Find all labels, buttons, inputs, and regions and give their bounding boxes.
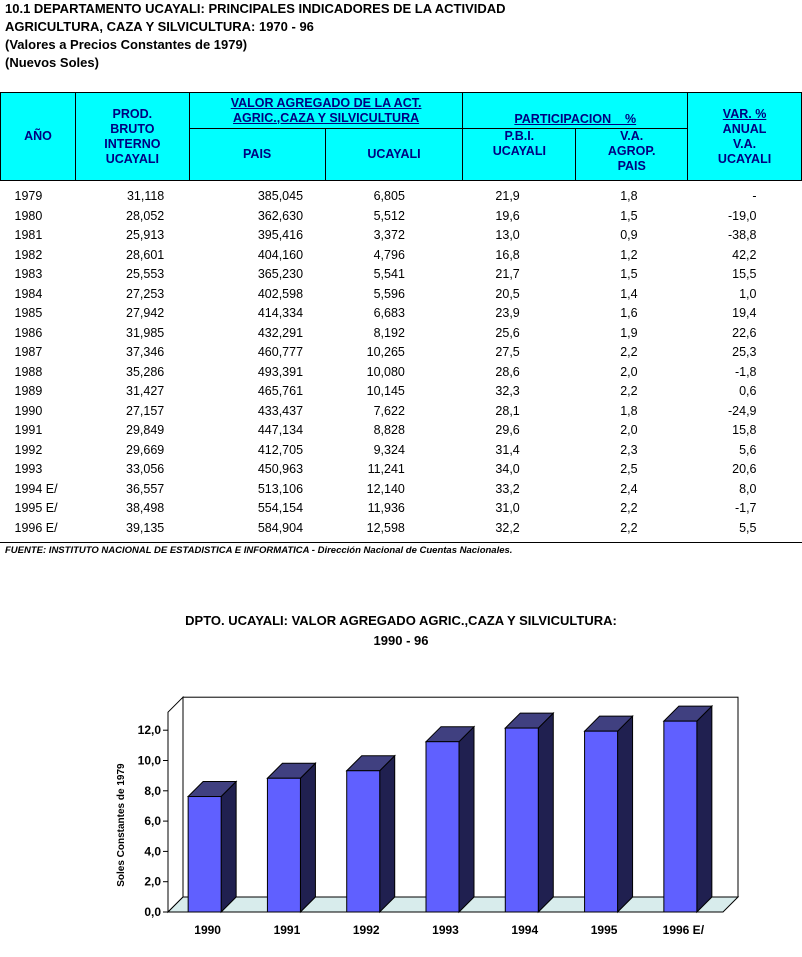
cell-part-va: 1,5	[620, 208, 638, 223]
cell-year: 1995 E/	[14, 501, 58, 515]
cell-va-ucayali: 6,805	[373, 189, 405, 203]
x-tick-label: 1992	[352, 923, 380, 937]
cell-year: 1990	[14, 403, 43, 418]
bar	[267, 778, 300, 912]
cell-pbi: 31,427	[126, 384, 165, 398]
header-line-3: (Valores a Precios Constantes de 1979)	[5, 37, 248, 52]
cell-va-pais: 432,291	[257, 325, 304, 340]
cell-va-ucayali: 10,145	[366, 384, 405, 398]
cell-pbi: 25,553	[126, 267, 165, 281]
cell-va-pais: 513,106	[257, 481, 304, 496]
cell-year: 1985	[14, 306, 43, 320]
cell-part-va: 1,2	[620, 247, 638, 262]
bar-side	[538, 713, 553, 912]
cell-part-va: 0,9	[620, 228, 638, 242]
col-header-part-va-2: AGROP.	[607, 144, 656, 158]
bar	[664, 721, 697, 912]
cell-part-pbi: 31,4	[495, 442, 520, 457]
bar	[347, 771, 380, 912]
header-line-2: AGRICULTURA, CAZA Y SILVICULTURA: 1970 - 96	[5, 19, 314, 34]
cell-part-pbi: 13,0	[495, 228, 520, 242]
cell-var: 5,6	[739, 442, 757, 457]
cell-var: -1,7	[734, 501, 757, 515]
col-header-part-pbi-2: UCAYALI	[492, 144, 546, 158]
col-group-va-2: AGRIC.,CAZA Y SILVICULTURA	[233, 110, 420, 125]
cell-year: 1984	[14, 286, 43, 301]
cell-part-pbi: 25,6	[495, 325, 520, 340]
cell-pbi: 27,157	[126, 403, 165, 418]
cell-pbi: 31,118	[126, 189, 165, 203]
cell-year: 1991	[14, 423, 43, 437]
x-tick-label: 1994	[511, 923, 539, 937]
col-header-part-va-1: V.A.	[620, 129, 644, 143]
col-header-pbi-3: INTERNO	[104, 136, 161, 151]
cell-part-va: 2,0	[620, 364, 638, 379]
cell-var: 5,5	[739, 520, 757, 535]
cell-year: 1983	[14, 267, 43, 281]
cell-va-pais: 402,598	[257, 286, 304, 301]
chart-title-line-1: DPTO. UCAYALI: VALOR AGREGADO AGRIC.,CAZA Y SILVICULTURA:	[185, 613, 617, 628]
header-line-4: (Nuevos Soles)	[5, 55, 99, 70]
header-line-1: 10.1 DEPARTAMENTO UCAYALI: PRINCIPALES INDICADORES DE LA ACTIVIDAD	[5, 1, 506, 16]
bar	[426, 742, 459, 912]
cell-part-pbi: 21,7	[495, 267, 520, 281]
cell-part-pbi: 23,9	[495, 306, 520, 320]
cell-va-ucayali: 5,512	[373, 208, 405, 223]
cell-va-ucayali: 4,796	[373, 247, 405, 262]
cell-var: -	[752, 189, 757, 203]
col-header-part-pbi-1: P.B.I.	[504, 129, 535, 143]
x-tick-label: 1990	[194, 923, 221, 937]
cell-var: -38,8	[728, 228, 757, 242]
bar-side	[697, 706, 712, 912]
col-header-part-va-3: PAIS	[617, 159, 646, 173]
cell-part-va: 1,8	[620, 403, 638, 418]
cell-part-va: 2,0	[620, 423, 638, 437]
bar	[188, 797, 221, 912]
y-tick-label: 8,0	[144, 783, 161, 798]
cell-var: 22,6	[732, 325, 757, 340]
cell-va-pais: 365,230	[257, 267, 304, 281]
cell-var: -19,0	[728, 208, 757, 223]
cell-va-ucayali: 11,936	[367, 501, 405, 515]
y-tick-label: 10,0	[137, 753, 161, 768]
cell-var: 25,3	[732, 345, 757, 359]
cell-va-pais: 385,045	[257, 189, 304, 203]
cell-part-va: 2,2	[620, 501, 638, 515]
cell-pbi: 38,498	[126, 501, 165, 515]
col-header-pbi-2: BRUTO	[110, 121, 155, 136]
cell-part-va: 2,4	[620, 481, 638, 496]
cell-part-pbi: 33,2	[495, 481, 520, 496]
cell-va-ucayali: 12,140	[366, 481, 405, 496]
cell-va-pais: 460,777	[257, 345, 304, 359]
cell-year: 1996 E/	[14, 520, 58, 535]
cell-part-va: 2,2	[620, 345, 638, 359]
x-tick-label: 1993	[432, 923, 459, 937]
chart-title-line-2: 1990 - 96	[373, 633, 429, 648]
cell-pbi: 25,913	[126, 228, 165, 242]
cell-va-pais: 414,334	[257, 306, 304, 320]
cell-part-va: 2,2	[620, 384, 638, 398]
cell-pbi: 28,601	[126, 247, 165, 262]
cell-part-va: 1,4	[620, 286, 638, 301]
cell-part-pbi: 27,5	[495, 345, 520, 359]
source-note: FUENTE: INSTITUTO NACIONAL DE ESTADISTICA E INFORMATICA - Dirección Nacional de Cuentas Nacionales.	[5, 545, 513, 556]
cell-pbi: 35,286	[126, 364, 165, 379]
x-tick-label: 1995	[590, 923, 618, 937]
cell-pbi: 36,557	[126, 481, 165, 496]
cell-var: 20,6	[732, 462, 757, 476]
bar	[505, 728, 538, 912]
cell-pbi: 33,056	[126, 462, 165, 476]
cell-part-pbi: 32,3	[495, 384, 520, 398]
cell-part-pbi: 32,2	[495, 520, 520, 535]
cell-year: 1989	[14, 384, 43, 398]
cell-var: 8,0	[739, 481, 757, 496]
cell-year: 1986	[14, 325, 43, 340]
y-tick-label: 2,0	[144, 874, 161, 889]
cell-va-pais: 412,705	[257, 442, 304, 457]
cell-year: 1980	[14, 208, 43, 223]
cell-part-va: 2,3	[620, 442, 638, 457]
cell-pbi: 29,669	[126, 442, 165, 457]
cell-var: 1,0	[739, 286, 757, 301]
col-header-year: AÑO	[1, 93, 76, 181]
cell-var: 0,6	[739, 384, 757, 398]
cell-var: 15,8	[732, 423, 757, 437]
cell-year: 1994 E/	[14, 481, 58, 496]
col-header-var-3: V.A.	[732, 136, 757, 151]
x-tick-label: 1991	[273, 923, 301, 937]
cell-year: 1979	[14, 189, 43, 203]
cell-va-ucayali: 11,241	[367, 462, 405, 476]
cell-part-va: 1,9	[620, 325, 638, 340]
cell-pbi: 31,985	[126, 325, 165, 340]
cell-part-pbi: 29,6	[495, 423, 520, 437]
cell-va-ucayali: 10,265	[366, 345, 405, 359]
cell-va-pais: 554,154	[257, 501, 304, 515]
col-header-var-4: UCAYALI	[717, 151, 772, 166]
bar-side	[380, 756, 395, 912]
cell-year: 1993	[14, 462, 43, 476]
cell-va-ucayali: 7,622	[373, 403, 405, 418]
col-header-pbi-1: PROD.	[112, 106, 153, 121]
cell-part-pbi: 21,9	[495, 189, 520, 203]
cell-part-va: 1,8	[620, 189, 638, 203]
cell-part-pbi: 34,0	[495, 462, 520, 476]
cell-va-ucayali: 5,541	[373, 267, 405, 281]
y-tick-label: 6,0	[144, 814, 161, 829]
cell-var: 19,4	[732, 306, 757, 320]
y-tick-label: 0,0	[144, 905, 161, 919]
cell-part-va: 1,6	[620, 306, 638, 320]
cell-var: -1,8	[734, 364, 757, 379]
bar-side	[300, 763, 315, 912]
cell-pbi: 28,052	[126, 208, 165, 223]
cell-va-ucayali: 8,192	[373, 325, 405, 340]
cell-pbi: 39,135	[126, 520, 165, 535]
bar-side	[459, 727, 474, 912]
cell-va-ucayali: 12,598	[366, 520, 405, 535]
cell-year: 1981	[14, 228, 43, 242]
cell-va-ucayali: 3,372	[373, 228, 405, 242]
cell-year: 1992	[14, 442, 43, 457]
cell-va-ucayali: 5,596	[373, 286, 405, 301]
cell-part-va: 2,5	[620, 462, 638, 476]
cell-va-ucayali: 6,683	[373, 306, 405, 320]
chart-side-wall	[168, 697, 183, 912]
cell-part-pbi: 28,6	[495, 364, 520, 379]
col-header-va-pais: PAIS	[189, 129, 325, 181]
cell-va-pais: 584,904	[257, 520, 304, 535]
cell-var: -24,9	[728, 403, 757, 418]
cell-part-va: 2,2	[620, 520, 638, 535]
cell-year: 1987	[14, 345, 43, 359]
cell-va-pais: 433,437	[257, 403, 304, 418]
cell-part-pbi: 16,8	[495, 247, 520, 262]
cell-va-pais: 450,963	[257, 462, 304, 476]
cell-part-pbi: 31,0	[495, 501, 520, 515]
col-header-var-1: VAR. %	[722, 106, 767, 121]
cell-part-va: 1,5	[620, 267, 638, 281]
bar-side	[618, 716, 633, 912]
cell-part-pbi: 19,6	[495, 208, 520, 223]
cell-va-pais: 362,630	[257, 208, 304, 223]
cell-year: 1982	[14, 247, 43, 262]
col-header-var-2: ANUAL	[722, 121, 767, 136]
cell-part-pbi: 20,5	[495, 286, 520, 301]
cell-pbi: 27,942	[126, 306, 165, 320]
cell-va-ucayali: 8,828	[373, 423, 405, 437]
cell-pbi: 27,253	[126, 286, 165, 301]
col-group-participacion: PARTICIPACION %	[463, 93, 688, 129]
cell-part-pbi: 28,1	[495, 403, 520, 418]
x-tick-label: 1996 E/	[662, 923, 705, 937]
cell-va-pais: 447,134	[257, 423, 304, 437]
col-header-va-ucayali: UCAYALI	[325, 129, 463, 181]
cell-va-pais: 395,416	[257, 228, 304, 242]
y-tick-label: 12,0	[137, 723, 161, 738]
cell-var: 15,5	[732, 267, 757, 281]
cell-pbi: 29,849	[126, 423, 165, 437]
cell-va-ucayali: 10,080	[366, 364, 405, 379]
cell-va-pais: 465,761	[257, 384, 304, 398]
col-header-pbi-4: UCAYALI	[105, 151, 159, 166]
cell-va-ucayali: 9,324	[373, 442, 405, 457]
y-axis-label: Soles Constantes de 1979	[116, 763, 127, 887]
bar	[585, 731, 618, 912]
bar-side	[221, 782, 236, 912]
cell-va-pais: 404,160	[257, 247, 304, 262]
cell-va-pais: 493,391	[257, 364, 304, 379]
col-group-va-1: VALOR AGREGADO DE LA ACT.	[230, 95, 422, 110]
cell-pbi: 37,346	[126, 345, 165, 359]
cell-var: 42,2	[732, 247, 757, 262]
y-tick-label: 4,0	[144, 844, 161, 859]
cell-year: 1988	[14, 364, 43, 379]
